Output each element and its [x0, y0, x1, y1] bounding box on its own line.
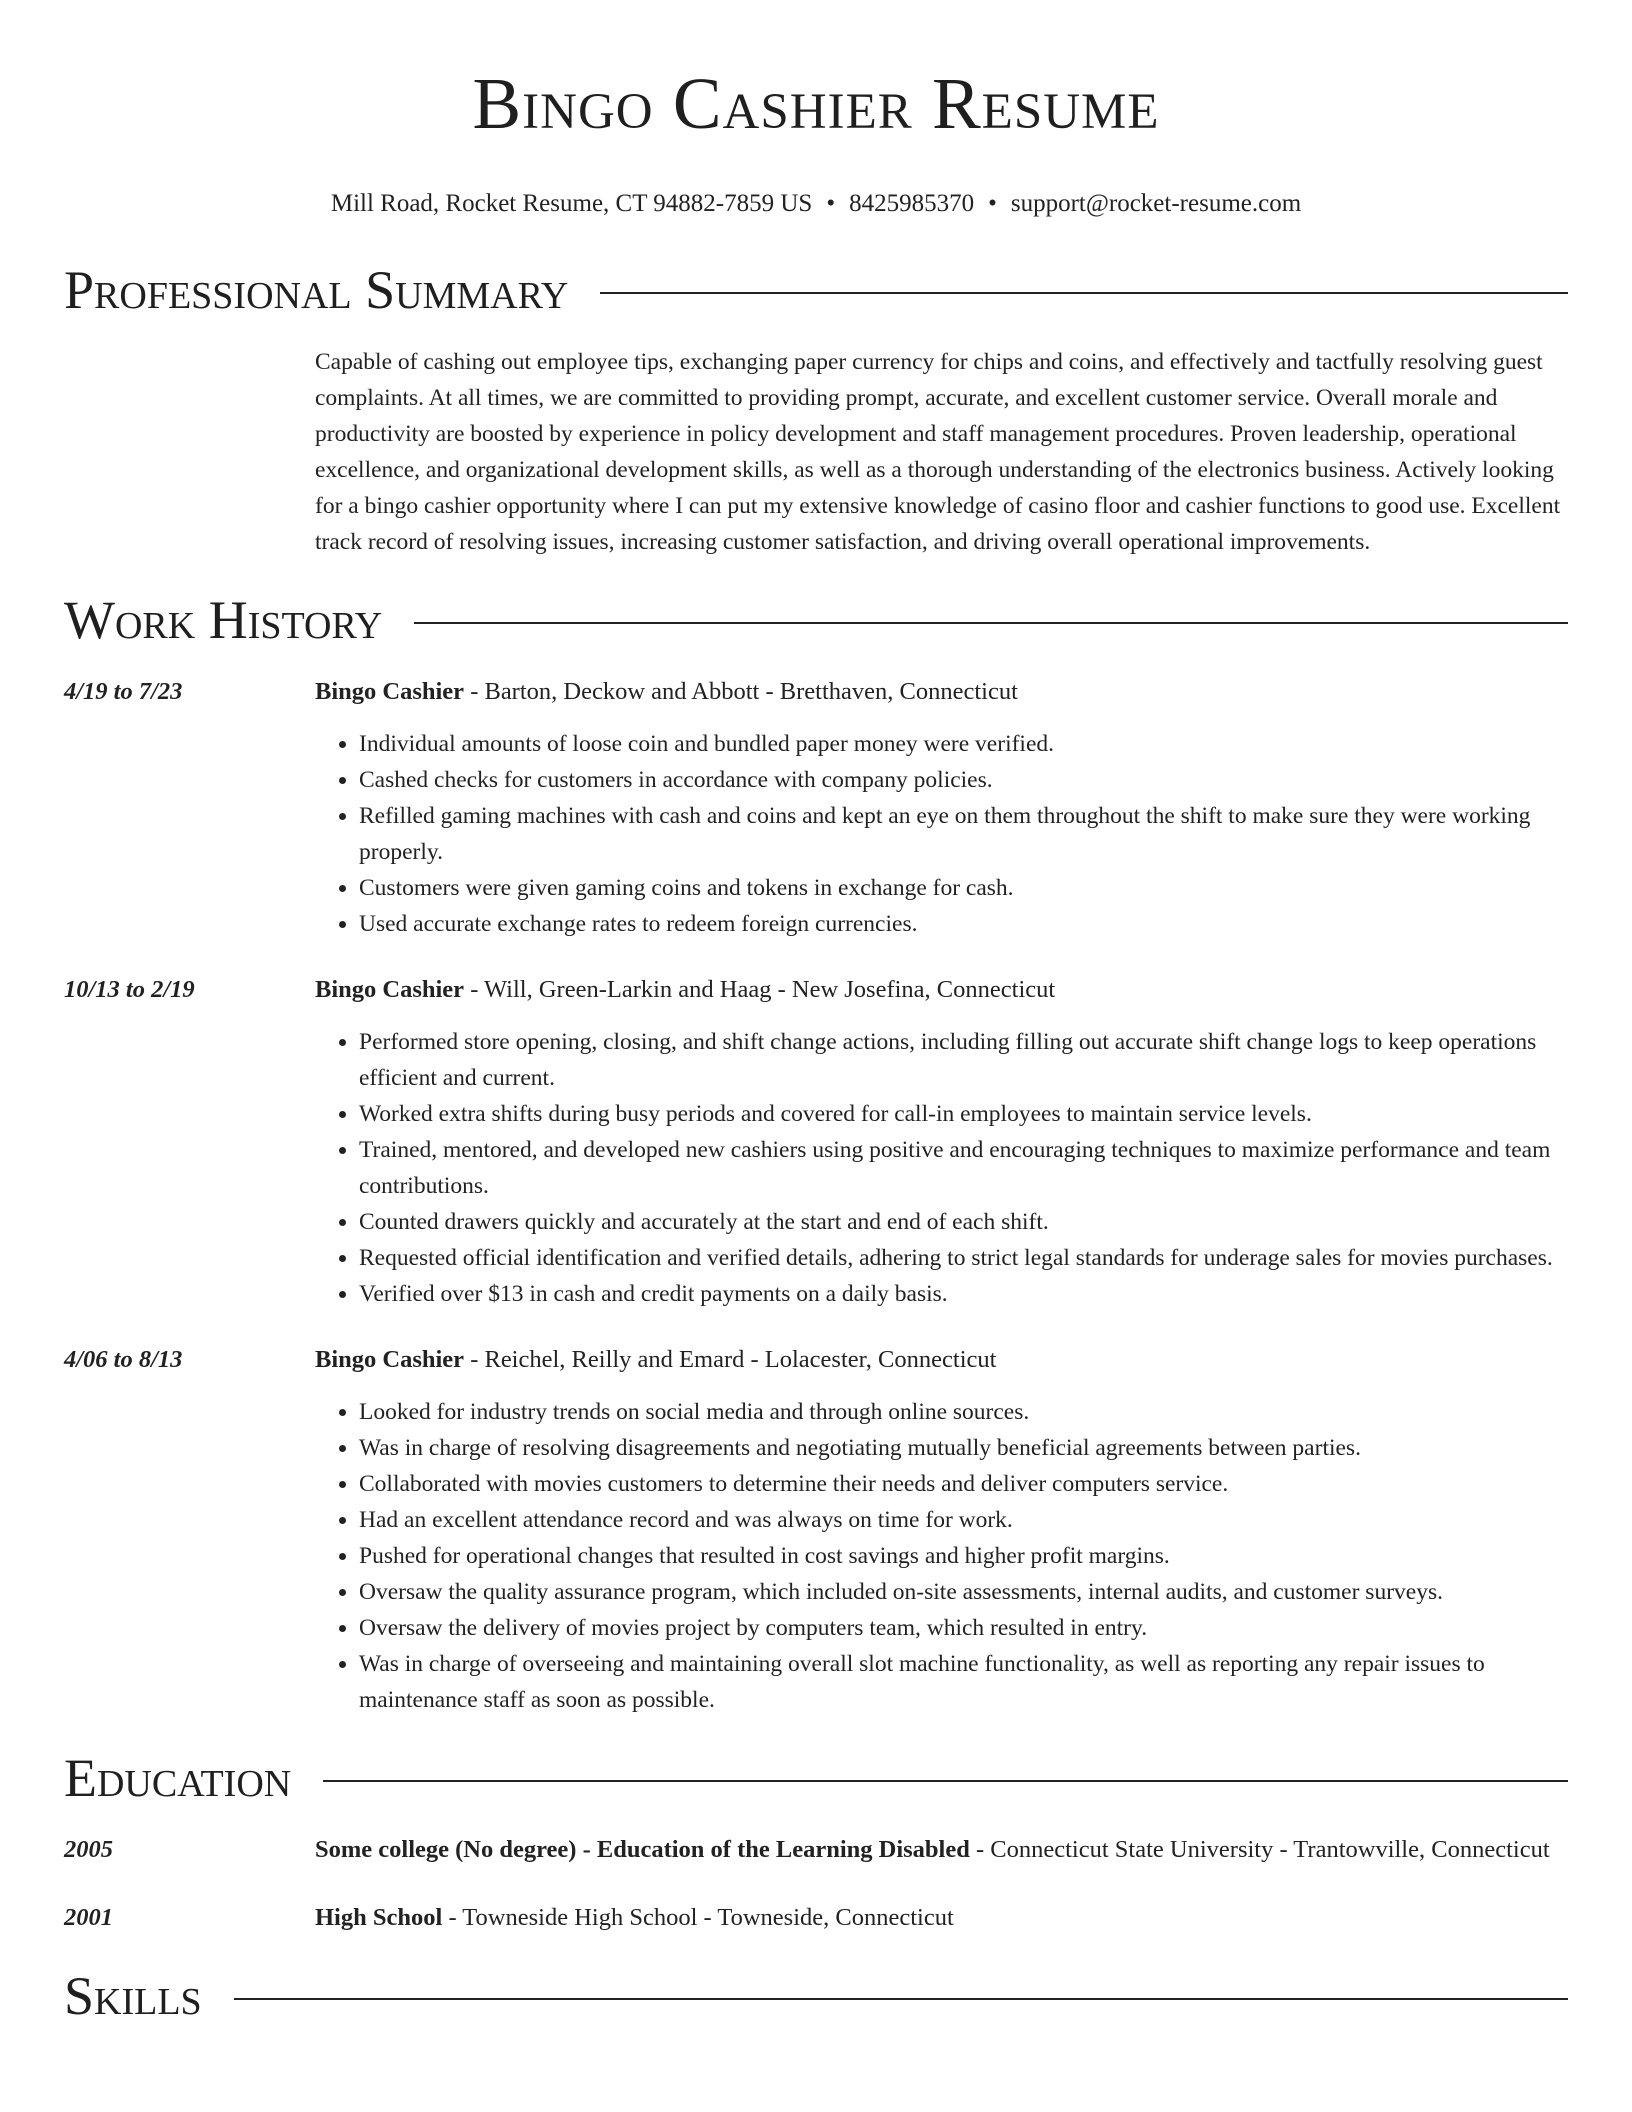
job-bullets	[315, 726, 1568, 942]
section-divider	[414, 622, 1568, 624]
job-heading	[315, 672, 1568, 712]
job-bullet: • Requested official identification and verified details, adhering to strict legal standards for underage sales for movies purchases.	[359, 1240, 1568, 1276]
education-details: - Towneside High School - Towneside, Connecticut	[442, 1904, 954, 1931]
resume-title: Bingo Cashier Resume	[472, 63, 1160, 144]
section-divider	[600, 292, 1568, 294]
summary-heading: Professional Summary	[64, 260, 569, 320]
job-role: Bingo Cashier	[315, 678, 465, 705]
education-heading: Education	[64, 1748, 292, 1808]
job-bullet: • Counted drawers quickly and accurately at the start and end of each shift.	[359, 1204, 1568, 1240]
job-bullet: • Customers were given gaming coins and tokens in exchange for cash.	[359, 870, 1568, 906]
work-heading: Work History	[64, 590, 383, 650]
contact-line	[64, 188, 1568, 220]
summary-section-header	[64, 256, 1568, 324]
education-degree: Some college (No degree) - Education of the Learning Disabled	[315, 1836, 970, 1863]
job-bullet: • Cashed checks for customers in accordance with company policies.	[359, 762, 1568, 798]
education-year: 2005	[64, 1836, 113, 1863]
job-bullet: • Collaborated with movies customers to determine their needs and deliver computers service.	[359, 1466, 1568, 1502]
education-section-header	[64, 1744, 1568, 1812]
job-bullets	[315, 1024, 1568, 1312]
job-bullet: • Individual amounts of loose coin and bundled paper money were verified.	[359, 726, 1568, 762]
section-divider	[323, 1780, 1568, 1782]
job-details: - Will, Green-Larkin and Haag - New Josefina, Connecticut	[464, 976, 1056, 1003]
job-bullet: • Trained, mentored, and developed new cashiers using positive and encouraging techniques to maximize performance and team contributions.	[359, 1132, 1568, 1204]
skills-section-header	[64, 1962, 1568, 2030]
education-details: - Connecticut State University - Trantowville, Connecticut	[969, 1836, 1550, 1863]
contact-separator: •	[988, 190, 997, 217]
summary-text: Capable of cashing out employee tips, exchanging paper currency for chips and coins, and effectively and tactfully resolving guest complaints. At all times, we are committed to providing prompt, accurate, and excellent customer service. Overall morale and productivity are boosted by experience in policy development and staff management procedures. Proven leadership, operational excellence, and organizational development skills, as well as a thorough understanding of the electronics business. Actively looking for a bingo cashier opportunity where I can put my extensive knowledge of casino floor and cashier functions to good use. Excellent track record of resolving issues, increasing customer satisfaction, and driving overall operational improvements.	[315, 349, 1561, 555]
education-year: 2001	[64, 1904, 113, 1931]
job-dates: 10/13 to 2/19	[64, 976, 195, 1003]
job-heading	[315, 1340, 1568, 1380]
job-role: Bingo Cashier	[315, 1346, 465, 1373]
job-details: - Reichel, Reilly and Emard - Lolacester, Connecticut	[464, 1346, 997, 1373]
job-heading	[315, 970, 1568, 1010]
skills-heading: Skills	[64, 1966, 202, 2026]
contact-separator: •	[826, 190, 836, 217]
education-entry	[64, 1830, 1568, 1870]
job-bullet: • Oversaw the quality assurance program, which included on-site assessments, internal audits, and customer surveys.	[359, 1574, 1568, 1610]
job-entry	[64, 672, 1568, 942]
contact-email: support@rocket-resume.com	[1010, 190, 1302, 217]
job-bullet: • Performed store opening, closing, and shift change actions, including filling out accurate shift change logs to keep operations efficient and current.	[359, 1024, 1568, 1096]
job-bullet: • Was in charge of overseeing and maintaining overall slot machine functionality, as well as reporting any repair issues to maintenance staff as soon as possible.	[359, 1646, 1568, 1718]
resume-page	[64, 0, 1568, 2030]
work-section-header	[64, 586, 1568, 654]
job-bullet: • Looked for industry trends on social media and through online sources.	[359, 1394, 1568, 1430]
job-bullets	[315, 1394, 1568, 1718]
job-bullet: • Used accurate exchange rates to redeem foreign currencies.	[359, 906, 1568, 942]
education-entry	[64, 1898, 1568, 1938]
education-degree: High School	[315, 1904, 443, 1931]
job-dates: 4/06 to 8/13	[64, 1346, 183, 1373]
job-entry	[64, 970, 1568, 1312]
job-bullet: • Pushed for operational changes that resulted in cost savings and higher profit margins.	[359, 1538, 1568, 1574]
job-role: Bingo Cashier	[315, 976, 465, 1003]
contact-phone: 8425985370	[849, 190, 975, 217]
contact-address: Mill Road, Rocket Resume, CT 94882-7859 US	[330, 190, 813, 217]
job-bullet: • Had an excellent attendance record and was always on time for work.	[359, 1502, 1568, 1538]
job-dates: 4/19 to 7/23	[64, 678, 183, 705]
section-divider	[234, 1998, 1568, 2000]
job-details: - Barton, Deckow and Abbott - Bretthaven, Connecticut	[464, 678, 1018, 705]
job-entry	[64, 1340, 1568, 1718]
job-bullet: • Refilled gaming machines with cash and coins and kept an eye on them throughout the shift to make sure they were working properly.	[359, 798, 1568, 870]
job-bullet: • Worked extra shifts during busy periods and covered for call-in employees to maintain service levels.	[359, 1096, 1568, 1132]
job-bullet: • Verified over $13 in cash and credit payments on a daily basis.	[359, 1276, 1568, 1312]
job-bullet: • Was in charge of resolving disagreements and negotiating mutually beneficial agreements between parties.	[359, 1430, 1568, 1466]
job-bullet: • Oversaw the delivery of movies project by computers team, which resulted in entry.	[359, 1610, 1568, 1646]
